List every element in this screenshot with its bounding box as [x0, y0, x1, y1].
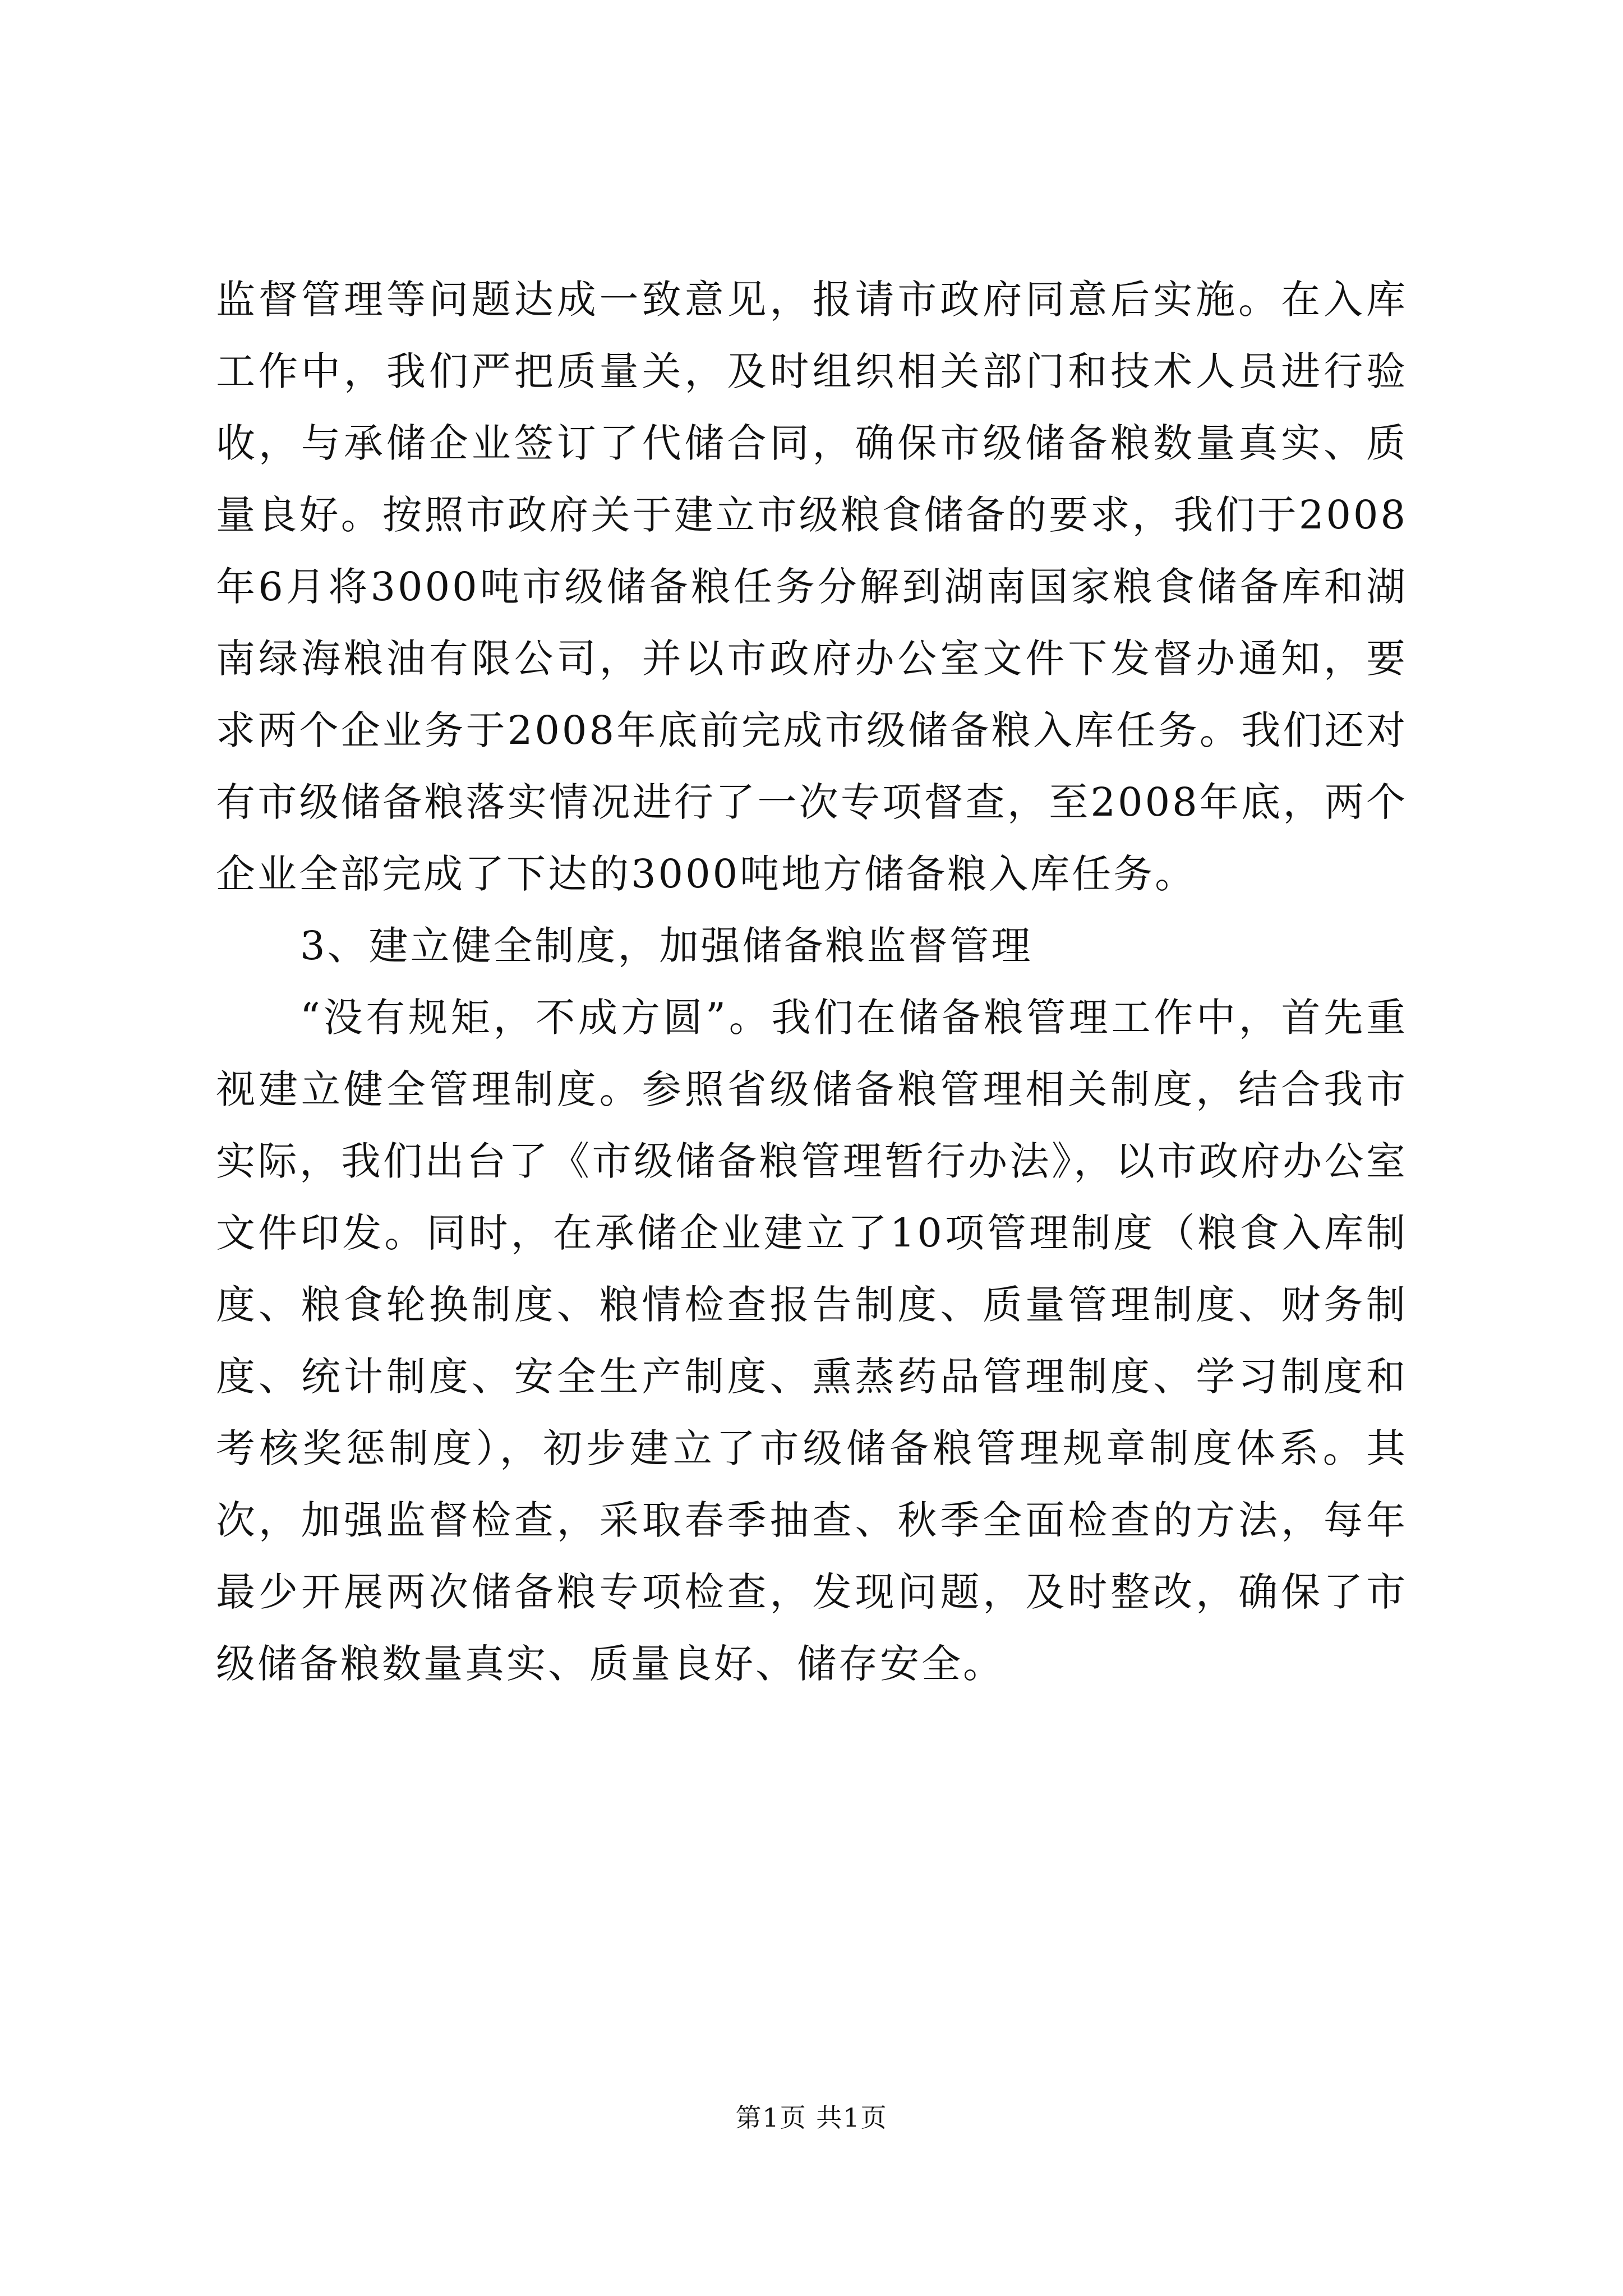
page-number-footer: 第1页 共1页	[735, 2102, 888, 2133]
paragraph-management-rules: “没有规矩，不成方圆”。我们在储备粮管理工作中，首先重视建立健全管理制度。参照省级储备粮管理相关制度，结合我市实际，我们出台了《市级储备粮管理暂行办法》，以市政府办公室文件印发。同时，在承储企业建立了10项管理制度（粮食入库制度、粮食轮换制度、粮情检查报告制度、质量管理制度、财务制度、统计制度、安全生产制度、熏蒸药品管理制度、学习制度和考核奖惩制度），初步建立了市级储备粮管理规章制度体系。其次，加强监督检查，采取春季抽查、秋季全面检查的方法，每年最少开展两次储备粮专项检查，发现问题，及时整改，确保了市级储备粮数量真实、质量良好、储存安全。	[216, 995, 1408, 1687]
section-heading: 3、建立健全制度，加强储备粮监督管理	[300, 923, 1033, 969]
document-body	[216, 264, 1408, 1700]
paragraph-grain-storage-implementation: 监督管理等问题达成一致意见，报请市政府同意后实施。在入库工作中，我们严把质量关，及时组织相关部门和技术人员进行验收，与承储企业签订了代储合同，确保市级储备粮数量真实、质量良好。按照市政府关于建立市级粮食储备的要求，我们于2008年6月将3000吨市级储备粮任务分解到湖南国家粮食储备库和湖南绿海粮油有限公司，并以市政府办公室文件下发督办通知，要求两个企业务于2008年底前完成市级储备粮入库任务。我们还对有市级储备粮落实情况进行了一次专项督查，至2008年底，两个企业全部完成了下达的3000吨地方储备粮入库任务。	[216, 277, 1408, 897]
